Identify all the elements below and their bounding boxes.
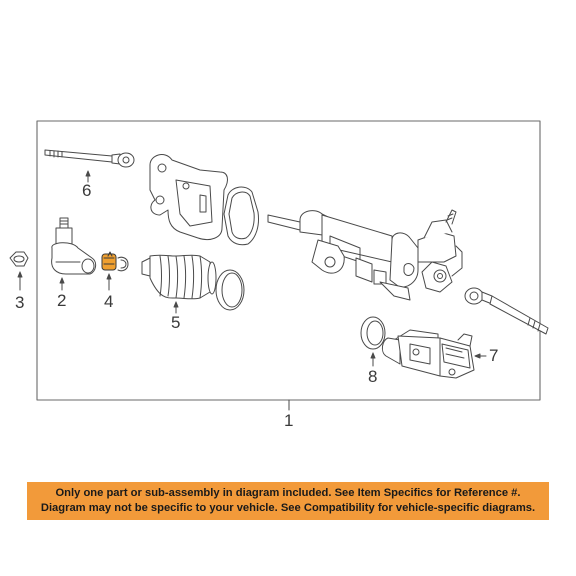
leader-lines <box>18 171 486 410</box>
inner-tie-rod-left <box>45 150 134 167</box>
steering-boot <box>142 255 216 299</box>
notice-line-2: Diagram may not be specific to your vehicle. See Compatibility for vehicle-specific diagrams. <box>40 502 536 514</box>
callout-1: 1 <box>284 411 294 430</box>
highlighted-clamp <box>102 252 128 271</box>
callout-8: 8 <box>368 367 378 386</box>
seal-ring <box>361 317 385 349</box>
gear-housing-cover <box>150 155 227 240</box>
inner-tie-rod-right <box>465 288 548 334</box>
notice-banner <box>27 482 549 520</box>
callout-6: 6 <box>82 181 92 200</box>
outer-tie-rod-end <box>52 218 96 274</box>
hex-nut <box>10 252 28 266</box>
callout-7: 7 <box>489 346 499 365</box>
callout-2: 2 <box>57 291 67 310</box>
assist-motor <box>382 330 474 378</box>
boot-clamp <box>216 270 244 310</box>
gasket <box>224 187 259 245</box>
rack-housing <box>268 210 462 300</box>
callout-3: 3 <box>15 293 25 312</box>
callout-4: 4 <box>104 292 114 311</box>
callout-5: 5 <box>171 313 181 332</box>
notice-line-1: Only one part or sub-assembly in diagram included. See Item Specifics for Reference #. <box>55 486 521 499</box>
